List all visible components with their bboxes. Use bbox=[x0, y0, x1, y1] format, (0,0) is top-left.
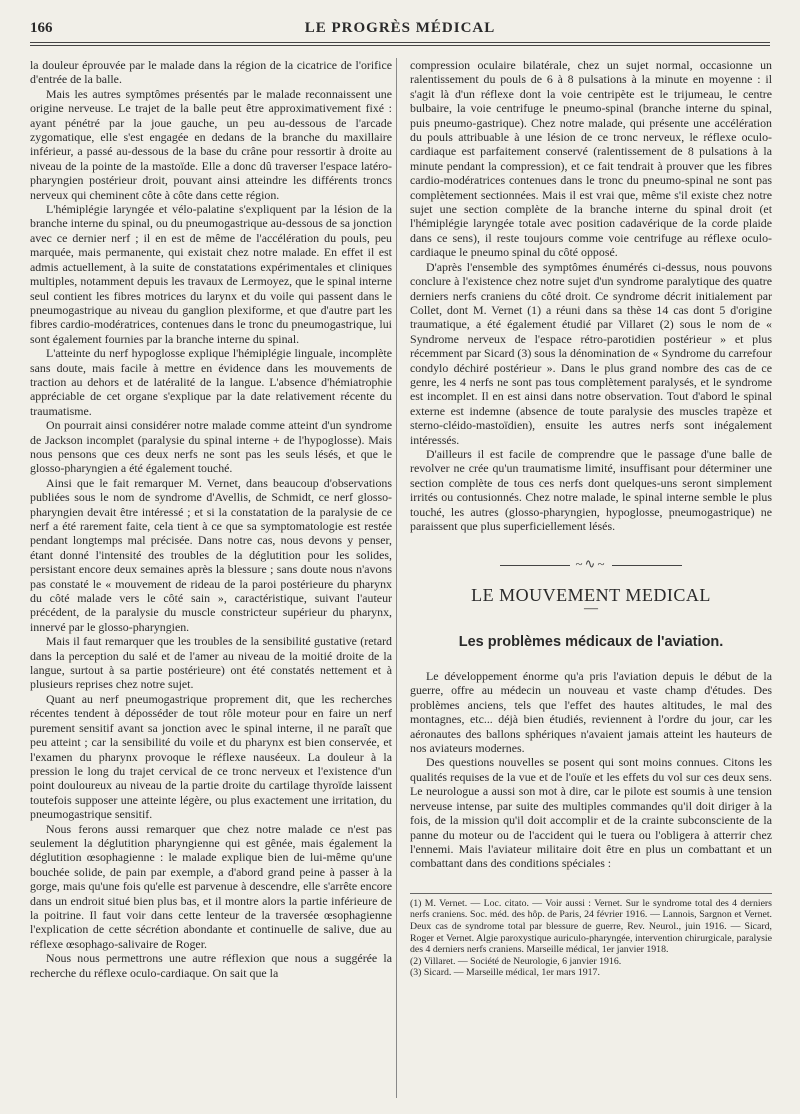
left-paragraph: Mais les autres symptômes présentés par le malade reconnaissent une origine nerveuse. Le trajet de la balle peut être approximativement fixé : ayant pénétré par la joue gauche, un peu au-dessous de l'arcade zygomatique, elle s'est engagée en dedans de la branche du maxillaire inférieur, a passé au-dessous de la base du crâne pour ressortir à droite au niveau de la pointe de la mastoïde. Elle a donc dû traverser l'espace latéro-pharyngien postérieur droit, pouvant ainsi atteindre les différents troncs nerveux qui cheminent côte à côte dans cette région. bbox=[30, 86, 392, 202]
footnote: (1) M. Vernet. — Loc. citato. — Voir aussi : Vernet. Sur le syndrome total des 4 derniers nerfs craniens. Soc. méd. des hôp. de Paris, 24 février 1916. — Lannois, Sargnon et Vernet. Deux cas de syndrome total par blessure de guerre, Rev. Neurol., juin 1916. — Sicard, Roger et Vernet. Algie paroxystique auriculo-pharyngée, intervention chirurgicale, paralysie des 4 derniers nerfs craniens. Marseille médical, 1er janvier 1918. bbox=[410, 897, 772, 956]
section-title: LE MOUVEMENT MEDICAL bbox=[471, 584, 711, 605]
section-ornament: ~∿~ bbox=[410, 557, 772, 571]
page-number: 166 bbox=[30, 20, 53, 36]
column-divider bbox=[396, 58, 397, 1098]
left-paragraph: L'hémiplégie laryngée et vélo-palatine s'expliquent par la lésion de la branche interne du spinal, ou du pneumogastrique au-dessous de sa jonction avec ce dernier nerf ; il en est de même de l'accélération du pouls, peu marquée, mais permanente, qui existait chez notre malade. En effet il est admis actuellement, à la suite de constatations expérimentales et cliniques multiples, notamment depuis les travaux de Lermoyez, que le spinal interne seul contient les fibres motrices du larynx et du voile qui passent dans le pneumogastrique au niveau du ganglion plexiforme, et que d'autre part les fibres cardio-modératrices, contenues dans le tronc du pneumogastrique, lui sont également fournies par la branche interne du spinal. bbox=[30, 202, 392, 346]
right-paragraph: D'après l'ensemble des symptômes énumérés ci-dessus, nous pouvons conclure à l'existence chez notre sujet d'un syndrome paralytique des quatre derniers nerfs craniens du côté droit. Ce syndrome décrit initialement par Collet, dont M. Vernet (1) a réuni dans sa thèse 14 cas dont 5 d'origine traumatique, a été également étudié par Villaret (2) sous le nom de « Syndrome nerveux de l'espace rétro-parotidien postérieur » et plus récemment par Sicard (3) sous la dénomination de « Syndrome du carrefour condylo déchiré postérieur ». Dans le plus grand nombre des cas de ce genre, les 4 nerfs ne sont pas tous complètement paralysés, et le syndrome est incomplet. Il en est ainsi dans notre observation. Tout d'abord le spinal externe est indemne (absence de toute paralysie des muscles trapèze et sterno-cléido-mastoïdien), ensuite les autres nerfs sont inégalement intéressés. bbox=[410, 259, 772, 447]
left-paragraph: L'atteinte du nerf hypoglosse explique l'hémiplégie linguale, incomplète sans doute, mais facile à mettre en évidence dans les mouvements de traction au dehors et de latéralité de la langue. L'absence d'hémiatrophie appréciable de cet organe s'explique par la date relativement récente du traumatisme. bbox=[30, 346, 392, 418]
header-rule-bottom bbox=[30, 45, 770, 46]
right-paragraph: compression oculaire bilatérale, chez un sujet normal, occasionne un ralentissement du pouls de 6 à 8 pulsations à la minute en moyenne : il s'agit là d'un réflexe dont la voie centripète est le trijumeau, le centre bulbaire, la voie centrifuge le pneumo-spinal (branche interne du spinal, puis pneumo-gastrique). Chez notre malade, qui présente une accélération du pouls attribuable à une lésion de ce tronc nerveux, le réflexe oculo-cardiaque est parfaitement conservé (ralentissement de 8 pulsations à la minute pendant la compression), et ce fait tendrait à prouver que les fibres cardio-modératrices contenues dans le tronc du pneumo-spinal ne sont pas complètement sectionnées. Mais il est vrai que, même s'il existe chez notre sujet une section complète de la branche interne du spinal droit (et l'hémiplégie laryngée totale avec position cadavérique de la corde plaide dans ce sens), il reste toujours comme voie centrifuge au réflexe oculo-cardiaque le pneumo spinal du côté opposé. bbox=[410, 58, 772, 260]
left-paragraph: Nous nous permettrons une autre réflexion que nous a suggérée la recherche du réflexe oculo-cardiaque. On sait que la bbox=[30, 951, 392, 980]
left-paragraph: la douleur éprouvée par le malade dans la région de la cicatrice de l'orifice d'entrée de la balle. bbox=[30, 58, 392, 87]
left-column bbox=[30, 58, 392, 980]
article-paragraph: Le développement énorme qu'a pris l'aviation depuis le début de la guerre, offre au médecin un nouveau et vaste champ d'études. Des problèmes anciens, tels que l'effet des hautes altitudes, le mal des montagnes, etc... déjà bien étudiés, reviennent à l'ordre du jour, car les aéronautes des ballons sphériques n'avaient jamais atteint les hauteurs de nos aviateurs modernes. bbox=[410, 669, 772, 756]
left-paragraph: Mais il faut remarquer que les troubles de la sensibilité gustative (retard dans la perception du salé et de l'amer au niveau de la moitié droite de la langue, surtout à sa partie postérieure) ont été constatés nettement et à plusieurs reprises chez notre sujet. bbox=[30, 634, 392, 692]
section-dash: — bbox=[584, 601, 598, 617]
left-paragraph: On pourrait ainsi considérer notre malade comme atteint d'un syndrome de Jackson incomplet (paralysie du spinal interne + de l'hypoglosse). Mais nous pensons que ces deux nerfs ne sont pas les seuls lésés, et que le glosso-pharyngien a été également touché. bbox=[30, 418, 392, 476]
left-paragraph: Nous ferons aussi remarquer que chez notre malade ce n'est pas seulement la déglutition pharyngienne qui est gênée, mais également la déglutition œsophagienne : le malade explique bien de lui-même qu'une bouchée solide, de pain par exemple, a d'abord grand peine à passer à la gorge, mais qu'une fois qu'elle est parvenue à descendre, elle s'arrête encore dans un endroit situé bien plus bas, et il montre alors la partie inférieure de la poitrine. Il faut voir dans cette lenteur de la traversée œsophagienne l'explication de cette sécrétion abondante et continuelle de salive, due au réflexe œsophago-salivaire de Roger. bbox=[30, 821, 392, 951]
page-header bbox=[30, 20, 770, 42]
header-rule-top bbox=[30, 42, 770, 43]
article-paragraph: Des questions nouvelles se posent qui sont moins connues. Citons les qualités requises de la vue et de l'ouïe et les effets du vol sur ces deux sens. Le neurologue a aussi son mot à dire, car le pilote est soumis à une tension nerveuse intense, par suite des multiples commandes qu'il doit diriger à la fois, de la mission qu'il doit accomplir et de la crainte subconsciente de la panne du moteur ou de l'accident qui le tuera ou l'obligera à atterrir chez l'ennemi. Mais l'aviateur militaire doit être en plus un combattant et un combattant dans des conditions spéciales : bbox=[410, 755, 772, 871]
right-paragraph: D'ailleurs il est facile de comprendre que le passage d'une balle de revolver ne crée qu'un traumatisme limité, insuffisant pour déterminer une section complète de tous ces nerfs dont quelques-uns seront simplement irrités ou contusionnés. Chez notre malade, le spinal interne semble le plus touché, les autres (glosso-pharyngien, hypoglosse, pneumogastrique) ne paraissent que plus superficiellement lésés. bbox=[410, 446, 772, 533]
left-paragraph: Quant au nerf pneumogastrique proprement dit, que les recherches récentes tendent à déposséder de tout rôle moteur pour en faire un nerf purement sensitif avant sa jonction avec le spinal interne, il ne paraît que peu atteint ; car la sensibilité du voile et du pharynx est bien conservée, et l'examen du pharynx provoque le réflexe nauséeux. La douleur à la pression le long du trajet cervical de ce tronc nerveux et l'existence d'un point douloureux au niveau de la partie droite du cartilage thyroïde laissent toutefois supposer une atteinte légère, ou plus exactement une irritation, du pneumogastrique sensitif. bbox=[30, 691, 392, 822]
article-title: Les problèmes médicaux de l'aviation. bbox=[458, 633, 724, 650]
left-paragraph: Ainsi que le fait remarquer M. Vernet, dans beaucoup d'observations publiées sous le nom de syndrome d'Avellis, de Schmidt, ce nerf glosso-pharyngien devait être intéressé ; et si la constatation de la paralysie de ce nerf a été rarement faite, cela tient à ce que sa symptomatologie est restée pendant longtemps mal précisée. Dans notre cas, nous devons y penser, étant donné l'intensité des troubles de la déglutition pour les solides, persistant encore deux semaines après la blessure ; sans doute nous n'avons pas constaté le « mouvement de rideau de la paroi postérieure du pharynx du côté malade vers le côté sain », caractéristique, suivant l'auteur précédent, de la paralysie du muscle constricteur supérieur du pharynx, innervé par le glosso-pharyngien. bbox=[30, 475, 392, 634]
journal-title: LE PROGRÈS MÉDICAL bbox=[304, 20, 496, 36]
right-column bbox=[410, 58, 772, 979]
footnote: (2) Villaret. — Société de Neurologie, 6 janvier 1916. bbox=[410, 955, 622, 967]
footnotes bbox=[410, 893, 772, 979]
footnote: (3) Sicard. — Marseille médical, 1er mars 1917. bbox=[410, 967, 600, 979]
